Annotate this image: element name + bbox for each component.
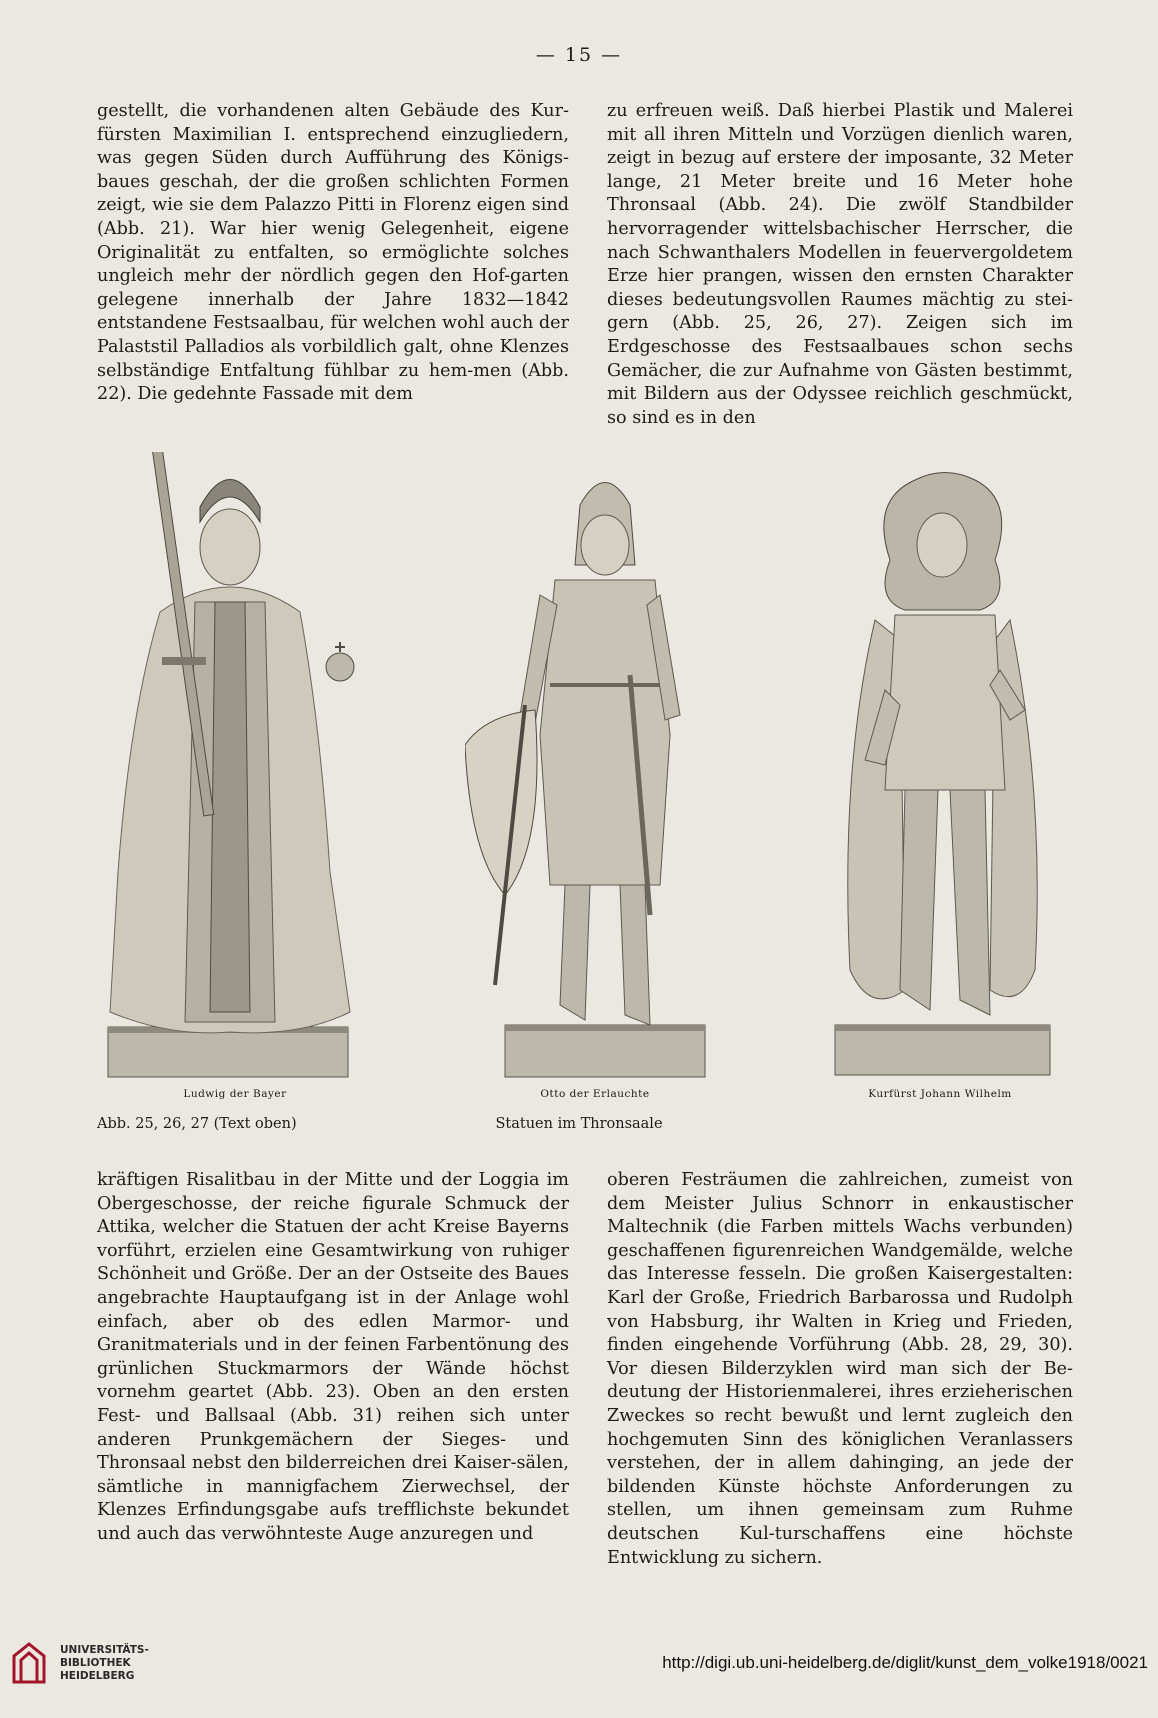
paragraph: oberen Festräumen die zahlreichen, zumeist von dem Meister Julius Schnorr in enkaustischer Maltechnik (die Farben mittels Wachs verbunden) geschaffenen figurenreichen Wandgemälde, welche das Interesse fesseln. Die großen Kaisergestalten: Karl der Große, Friedrich Barbarossa und Rudolph von Habsburg, ihr Walten in Krieg und Frieden, finden eingehende Vorführung (Abb. 28, 29, 30). Vor diesen Bilderzyklen wird man sich der Be-deutung der Historienmalerei, ihres erzieherischen Zweckes so recht bewußt und lernt zugleich den hochgemuten Sinn des königlichen Veranlassers verstehen, der in allem dahinging, an jede der bildenden Künste höchste Anforderungen zu stellen, um ihnen gemeinsam zum Ruhme deutschen Kul-turschaffens eine höchste Entwicklung zu sichern. <box>607 1170 1073 1568</box>
text-column-top-right <box>607 100 1073 430</box>
paragraph: zu erfreuen weiß. Daß hierbei Plastik und Malerei mit all ihren Mitteln und Vorzügen dienlich waren, zeigt in bezug auf erstere der imposante, 32 Meter lange, 21 Meter breite und 16 Meter hohe Thronsaal (Abb. 24). Die zwölf Standbilder hervorragender wittelsbachischer Herrscher, die nach Schwanthalers Modellen in feuervergoldetem Erze hier prangen, wissen den ernsten Charakter dieses bedeutungsvollen Raumes mächtig zu stei-gern (Abb. 25, 26, 27). Zeigen sich im Erdgeschosse des Festsaalbaues schon sechs Gemächer, die zur Aufnahme von Gästen bestimmt, mit Bildern aus der Odyssee reichlich geschmückt, so sind es in den <box>607 101 1073 428</box>
library-logo[interactable] <box>12 1640 172 1690</box>
paragraph: gestellt, die vorhandenen alten Gebäude des Kur-fürsten Maximilian I. entsprechend einzugliedern, was gegen Süden durch Aufführung des Königs-baues geschah, der die großen schlichten Formen zeigt, wie sie dem Palazzo Pitti in Florenz eigen sind (Abb. 21). War hier wenig Gelegenheit, eigene Originalität zu entfalten, so ermöglichte solches ungleich mehr der nördlich gegen den Hof-garten gelegene innerhalb der Jahre 1832—1842 entstandene Festsaalbau, für welchen wohl auch der Palaststil Palladios als vorbildlich galt, ohne Klenzes selbständige Entfaltung fühlbar zu hem-men (Abb. 22). Die gedehnte Fassade mit dem <box>97 101 569 405</box>
page-number: — 15 — <box>535 44 623 66</box>
university-seal-icon <box>12 1642 46 1684</box>
paragraph: kräftigen Risalitbau in der Mitte und der Loggia im Obergeschosse, der reiche figurale Schmuck der Attika, welcher die Statuen der acht Kreise Bayerns vorführt, erzielen eine Gesamtwirkung von ruhiger Schönheit und Größe. Der an der Ostseite des Baues angebrachte Hauptaufgang ist in der Anlage wohl einfach, aber ob des edlen Marmor- und Granitmaterials und in der feinen Farbentönung des grünlichen Stuckmarmors der Wände höchst vornehm geartet (Abb. 23). Oben an den ersten Fest- und Ballsaal (Abb. 31) reihen sich unter anderen Prunkgemächern der Sieges- und Thronsaal nebst den bilderreichen drei Kaiser-sälen, sämtliche in mannigfachem Zierwechsel, der Klenzes Erfindungsgabe aufs trefflichste bekundet und auch das verwöhnteste Auge anzuregen und <box>97 1170 569 1544</box>
statue-johann-wilhelm-image <box>830 470 1060 1080</box>
statue-otto-image <box>465 445 715 1085</box>
source-url-link[interactable]: http://digi.ub.uni-heidelberg.de/diglit/kunst_dem_volke1918/0021 <box>662 1653 1148 1672</box>
caption-johann-wilhelm: Kurfürst Johann Wilhelm <box>868 1088 1012 1100</box>
caption-otto: Otto der Erlauchte <box>540 1088 650 1100</box>
figure-title: Statuen im Thronsaale <box>495 1116 663 1132</box>
text-column-top-left <box>97 100 569 407</box>
text-column-bottom-right <box>607 1169 1073 1570</box>
statue-ludwig-image <box>100 452 360 1084</box>
library-name: UNIVERSITÄTS- BIBLIOTHEK HEIDELBERG <box>60 1644 149 1682</box>
text-column-bottom-left <box>97 1169 569 1547</box>
figure-label: Abb. 25, 26, 27 (Text oben) <box>97 1116 297 1132</box>
caption-ludwig: Ludwig der Bayer <box>183 1088 287 1100</box>
